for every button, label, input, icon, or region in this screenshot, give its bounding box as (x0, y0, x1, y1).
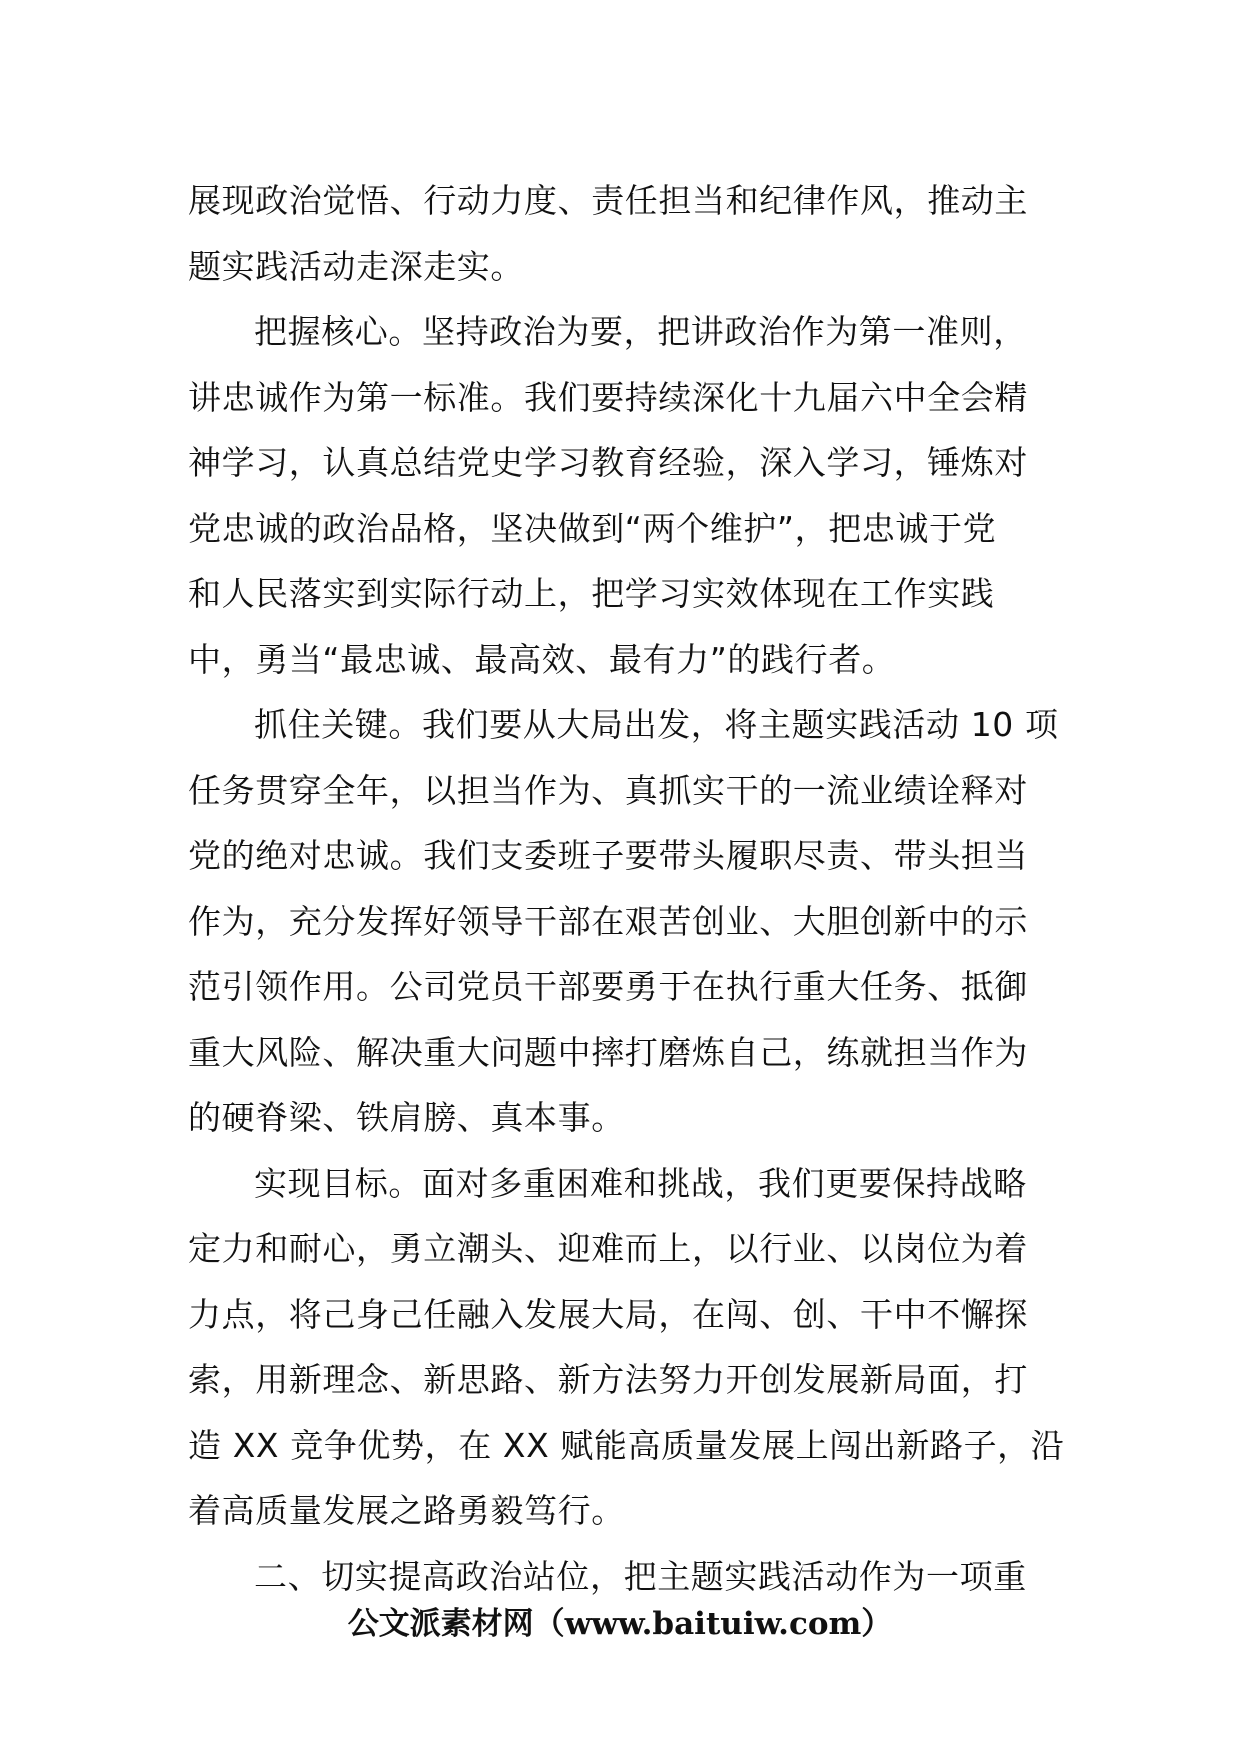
text-line: 定力和耐心，勇立潮头、迎难而上，以行业、以岗位为着 (188, 1229, 1028, 1268)
text-line: 展现政治觉悟、行动力度、责任担当和纪律作风，推动主 (188, 181, 1028, 220)
section-heading-line: 二、切实提高政治站位，把主题实践活动作为一项重 (254, 1556, 1027, 1596)
paragraph-start-line: 实现目标。面对多重困难和挑战，我们更要保持战略 (254, 1163, 1027, 1203)
text-line: 力点，将己身己任融入发展大局，在闯、创、干中不懈探 (188, 1294, 1028, 1334)
footer-watermark: 公文派素材网（www.baituiw.com） (347, 1606, 893, 1642)
text-line: 讲忠诚作为第一标准。我们要持续深化十九届六中全会精 (188, 377, 1028, 417)
paragraph-start-line: 抓住关键。我们要从大局出发，将主题实践活动 10 项 (254, 705, 1059, 744)
text-line: 中，勇当“最忠诚、最高效、最有力”的践行者。 (188, 639, 896, 679)
text-line: 党的绝对忠诚。我们支委班子要带头履职尽责、带头担当 (188, 836, 1028, 875)
text-line: 作为，充分发挥好领导干部在艰苦创业、大胆创新中的示 (188, 901, 1028, 941)
text-line: 党忠诚的政治品格，坚决做到“两个维护”，把忠诚于党 (188, 508, 997, 548)
document-body (188, 168, 1065, 1609)
text-line: 重大风险、解决重大问题中摔打磨炼自己，练就担当作为 (188, 1032, 1028, 1072)
text-line: 索，用新理念、新思路、新方法努力开创发展新局面，打 (188, 1360, 1028, 1399)
paragraph-start-line: 把握核心。坚持政治为要，把讲政治作为第一准则， (254, 312, 1027, 351)
text-line: 和人民落实到实际行动上，把学习实效体现在工作实践 (188, 574, 995, 613)
text-line: 的硬脊梁、铁肩膀、真本事。 (188, 1098, 625, 1137)
text-line: 造 XX 竞争优势，在 XX 赋能高质量发展上闯出新路子，沿 (188, 1425, 1065, 1465)
text-line: 题实践活动走深走实。 (188, 246, 524, 286)
text-line: 着高质量发展之路勇毅笃行。 (188, 1491, 625, 1530)
text-line: 任务贯穿全年，以担当作为、真抓实干的一流业绩诠释对 (188, 770, 1028, 810)
text-line: 范引领作用。公司党员干部要勇于在执行重大任务、抵御 (188, 967, 1028, 1006)
text-line: 神学习，认真总结党史学习教育经验，深入学习，锤炼对 (188, 443, 1028, 482)
